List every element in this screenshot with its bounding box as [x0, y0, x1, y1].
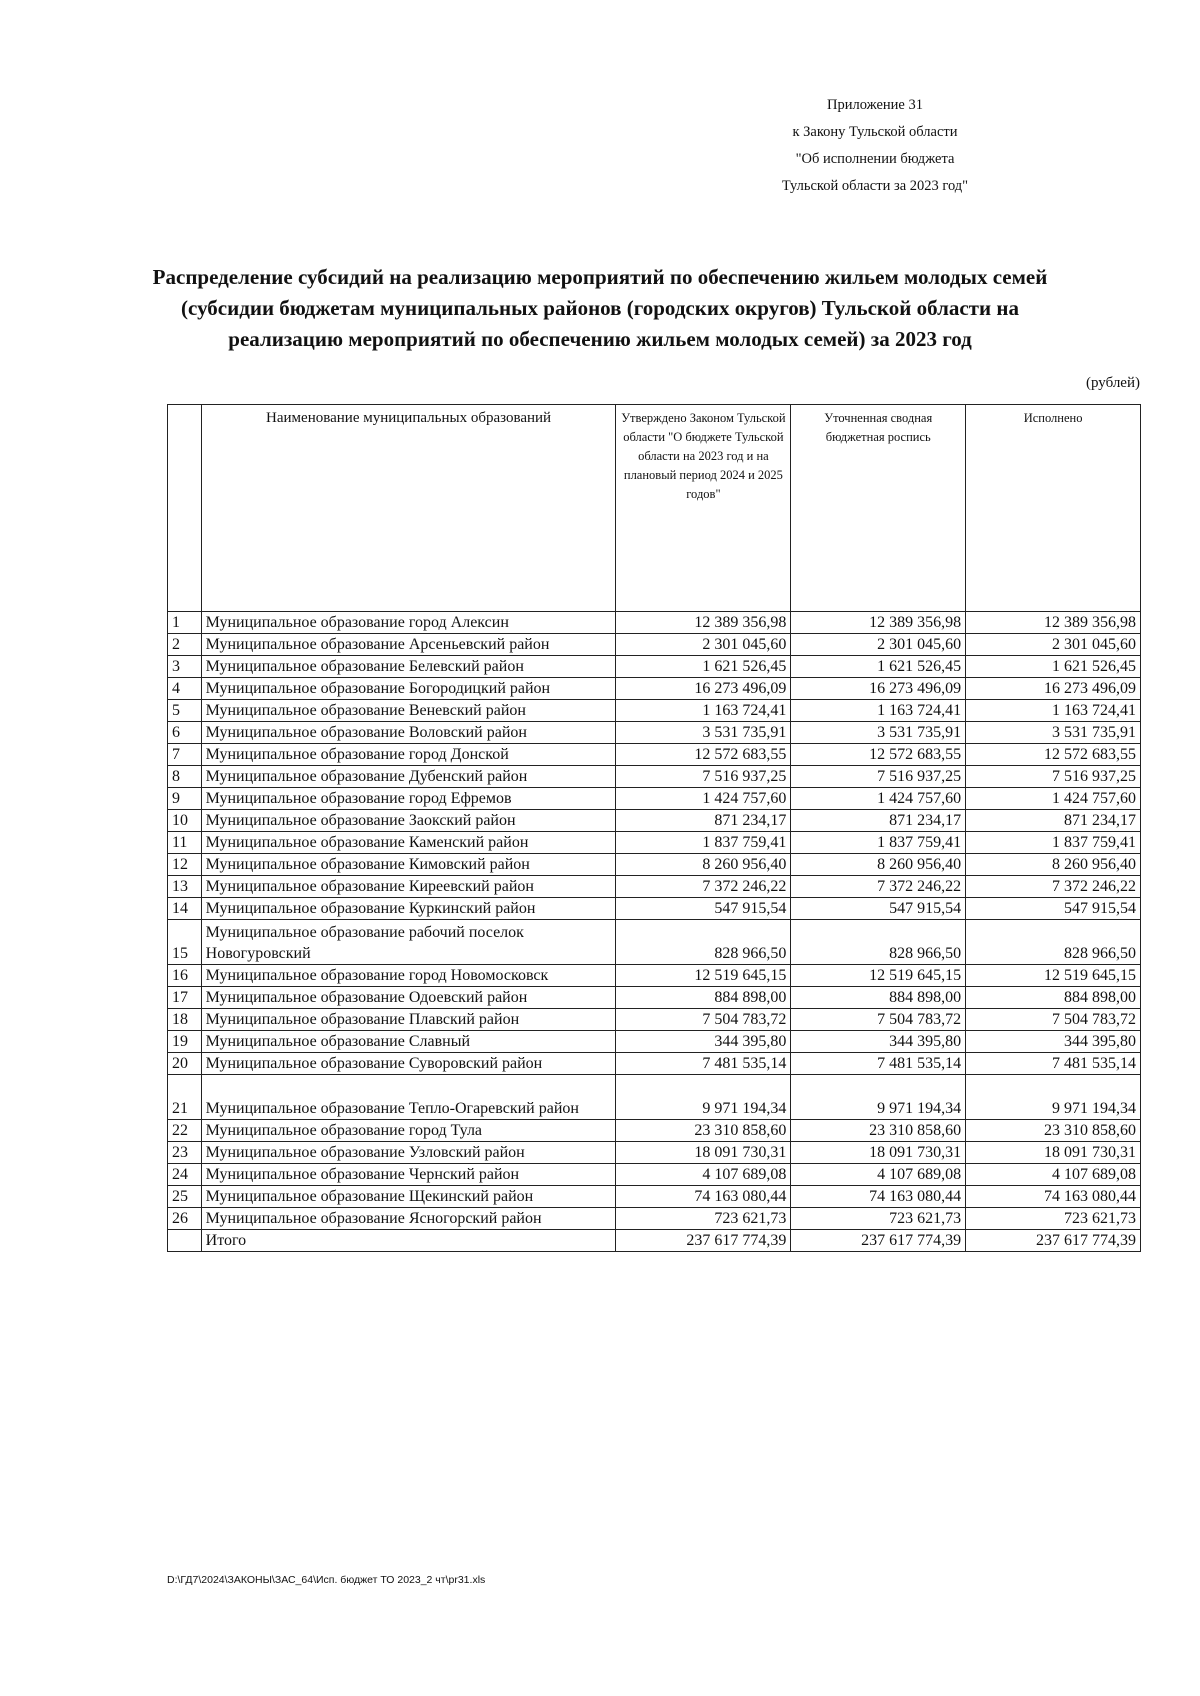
- cell-approved: 74 163 080,44: [616, 1186, 791, 1208]
- cell-approved: 1 163 724,41: [616, 700, 791, 722]
- table-row: [168, 1186, 1141, 1208]
- cell-refined: 12 572 683,55: [791, 744, 966, 766]
- header-refined: Уточненная сводная бюджетная роспись: [791, 405, 966, 612]
- cell-approved: 4 107 689,08: [616, 1164, 791, 1186]
- cell-approved: 9 971 194,34: [616, 1075, 791, 1120]
- table-row: [168, 1208, 1141, 1230]
- cell-executed: 7 504 783,72: [966, 1009, 1141, 1031]
- table-row: [168, 1009, 1141, 1031]
- cell-num: 5: [168, 700, 202, 722]
- cell-name: Муниципальное образование Богородицкий район: [201, 678, 616, 700]
- table-row: [168, 744, 1141, 766]
- cell-num: 1: [168, 612, 202, 634]
- cell-refined: 1 163 724,41: [791, 700, 966, 722]
- cell-num: 21: [168, 1075, 202, 1120]
- table-row: [168, 1053, 1141, 1075]
- cell-refined: 7 481 535,14: [791, 1053, 966, 1075]
- cell-refined: 18 091 730,31: [791, 1142, 966, 1164]
- cell-refined: 871 234,17: [791, 810, 966, 832]
- table-row: [168, 854, 1141, 876]
- cell-approved: 884 898,00: [616, 987, 791, 1009]
- subsidy-table: [167, 404, 1141, 1252]
- appendix-line: Приложение 31: [827, 97, 923, 113]
- cell-num: 3: [168, 656, 202, 678]
- document-title: Распределение субсидий на реализацию мероприятий по обеспечению жильем молодых семей (субсидии бюджетам муниципальных районов (городских округов) Тульской области на реализацию мероприятий по обеспечению жильем молодых семей) за 2023 год: [152, 265, 1048, 351]
- cell-executed: 23 310 858,60: [966, 1120, 1141, 1142]
- cell-name: Муниципальное образование Арсеньевский район: [201, 634, 616, 656]
- cell-name: Муниципальное образование Суворовский район: [201, 1053, 616, 1075]
- cell-approved: 12 572 683,55: [616, 744, 791, 766]
- header-executed: Исполнено: [966, 405, 1141, 612]
- table-row: [168, 987, 1141, 1009]
- cell-executed: 74 163 080,44: [966, 1186, 1141, 1208]
- appendix-note: [760, 92, 990, 200]
- cell-refined: 1 621 526,45: [791, 656, 966, 678]
- cell-refined: 828 966,50: [791, 920, 966, 965]
- cell-approved: 7 372 246,22: [616, 876, 791, 898]
- cell-refined: 344 395,80: [791, 1031, 966, 1053]
- cell-num: 18: [168, 1009, 202, 1031]
- cell-executed: 723 621,73: [966, 1208, 1141, 1230]
- cell-name: Муниципальное образование Киреевский район: [201, 876, 616, 898]
- cell-refined: 7 372 246,22: [791, 876, 966, 898]
- cell-executed: 8 260 956,40: [966, 854, 1141, 876]
- table-row: [168, 920, 1141, 965]
- header-num: [168, 405, 202, 612]
- table-row: [168, 656, 1141, 678]
- cell-executed: 237 617 774,39: [966, 1230, 1141, 1252]
- cell-name: Муниципальное образование Веневский район: [201, 700, 616, 722]
- cell-approved: 3 531 735,91: [616, 722, 791, 744]
- cell-executed: 884 898,00: [966, 987, 1141, 1009]
- appendix-line: к Закону Тульской области: [792, 124, 958, 140]
- cell-approved: 547 915,54: [616, 898, 791, 920]
- cell-name: Муниципальное образование Чернский район: [201, 1164, 616, 1186]
- table-header-row: [168, 405, 1141, 612]
- cell-executed: 16 273 496,09: [966, 678, 1141, 700]
- cell-num: 17: [168, 987, 202, 1009]
- total-row: [168, 1230, 1141, 1252]
- cell-executed: 9 971 194,34: [966, 1075, 1141, 1120]
- cell-num: 23: [168, 1142, 202, 1164]
- cell-approved: 16 273 496,09: [616, 678, 791, 700]
- cell-num: 20: [168, 1053, 202, 1075]
- cell-refined: 3 531 735,91: [791, 722, 966, 744]
- cell-num: 9: [168, 788, 202, 810]
- table-row: [168, 965, 1141, 987]
- cell-executed: 12 572 683,55: [966, 744, 1141, 766]
- cell-executed: 871 234,17: [966, 810, 1141, 832]
- cell-refined: 16 273 496,09: [791, 678, 966, 700]
- cell-approved: 1 424 757,60: [616, 788, 791, 810]
- table-row: [168, 810, 1141, 832]
- table-row: [168, 766, 1141, 788]
- cell-refined: 7 504 783,72: [791, 1009, 966, 1031]
- cell-num: 11: [168, 832, 202, 854]
- cell-name: Муниципальное образование Тепло-Огаревский район: [201, 1075, 616, 1120]
- cell-refined: 2 301 045,60: [791, 634, 966, 656]
- cell-num: 25: [168, 1186, 202, 1208]
- cell-executed: 18 091 730,31: [966, 1142, 1141, 1164]
- table-row: [168, 722, 1141, 744]
- table-row: [168, 1031, 1141, 1053]
- table-row: [168, 832, 1141, 854]
- cell-name: Муниципальное образование Щекинский район: [201, 1186, 616, 1208]
- cell-name: Муниципальное образование город Ефремов: [201, 788, 616, 810]
- cell-num: 16: [168, 965, 202, 987]
- cell-refined: 12 389 356,98: [791, 612, 966, 634]
- cell-num: 19: [168, 1031, 202, 1053]
- cell-num: 24: [168, 1164, 202, 1186]
- cell-approved: 7 504 783,72: [616, 1009, 791, 1031]
- table-row: [168, 1075, 1141, 1120]
- table-body: [168, 612, 1141, 1252]
- cell-executed: 7 516 937,25: [966, 766, 1141, 788]
- cell-name: Муниципальное образование Заокский район: [201, 810, 616, 832]
- cell-refined: 12 519 645,15: [791, 965, 966, 987]
- table-row: [168, 876, 1141, 898]
- cell-executed: 2 301 045,60: [966, 634, 1141, 656]
- cell-num: 2: [168, 634, 202, 656]
- cell-refined: 1 424 757,60: [791, 788, 966, 810]
- appendix-line: Тульской области за 2023 год": [781, 178, 969, 194]
- cell-name: Муниципальное образование Куркинский район: [201, 898, 616, 920]
- cell-name: Муниципальное образование Воловский район: [201, 722, 616, 744]
- cell-approved: 12 519 645,15: [616, 965, 791, 987]
- cell-name: Муниципальное образование Ясногорский район: [201, 1208, 616, 1230]
- cell-executed: 1 424 757,60: [966, 788, 1141, 810]
- cell-executed: 828 966,50: [966, 920, 1141, 965]
- table-row: [168, 1120, 1141, 1142]
- cell-name: Муниципальное образование Одоевский район: [201, 987, 616, 1009]
- cell-executed: 3 531 735,91: [966, 722, 1141, 744]
- table-row: [168, 678, 1141, 700]
- cell-num: 8: [168, 766, 202, 788]
- cell-num: 13: [168, 876, 202, 898]
- table-row: [168, 700, 1141, 722]
- cell-approved: 828 966,50: [616, 920, 791, 965]
- cell-approved: 723 621,73: [616, 1208, 791, 1230]
- header-name: Наименование муниципальных образований: [201, 405, 616, 612]
- cell-name: Муниципальное образование город Алексин: [201, 612, 616, 634]
- cell-name: Муниципальное образование Плавский район: [201, 1009, 616, 1031]
- cell-name: Муниципальное образование город Донской: [201, 744, 616, 766]
- cell-name: Муниципальное образование Дубенский район: [201, 766, 616, 788]
- cell-name: Муниципальное образование рабочий поселок Новогуровский: [201, 920, 616, 965]
- appendix-line: "Об исполнении бюджета: [795, 151, 955, 167]
- cell-name: Муниципальное образование город Тула: [201, 1120, 616, 1142]
- cell-name: Муниципальное образование Кимовский район: [201, 854, 616, 876]
- cell-executed: 7 372 246,22: [966, 876, 1141, 898]
- cell-refined: 7 516 937,25: [791, 766, 966, 788]
- cell-name: Муниципальное образование Каменский район: [201, 832, 616, 854]
- cell-num: 14: [168, 898, 202, 920]
- cell-refined: 23 310 858,60: [791, 1120, 966, 1142]
- table-row: [168, 1164, 1141, 1186]
- cell-refined: 4 107 689,08: [791, 1164, 966, 1186]
- cell-approved: 344 395,80: [616, 1031, 791, 1053]
- cell-executed: 1 621 526,45: [966, 656, 1141, 678]
- cell-name: Муниципальное образование Белевский район: [201, 656, 616, 678]
- file-path-footer: D:\ГД7\2024\ЗАКОНЫ\ЗАС_64\Исп. бюджет ТО 2023_2 чт\pr31.xls: [167, 1574, 486, 1586]
- header-approved: Утверждено Законом Тульской области "О бюджете Тульской области на 2023 год и на плановый период 2024 и 2025 годов": [616, 405, 791, 612]
- cell-approved: 23 310 858,60: [616, 1120, 791, 1142]
- cell-approved: 1 837 759,41: [616, 832, 791, 854]
- cell-name: Муниципальное образование Славный: [201, 1031, 616, 1053]
- cell-name: Муниципальное образование Узловский район: [201, 1142, 616, 1164]
- table-row: [168, 1142, 1141, 1164]
- cell-refined: 723 621,73: [791, 1208, 966, 1230]
- cell-approved: 8 260 956,40: [616, 854, 791, 876]
- cell-executed: 12 519 645,15: [966, 965, 1141, 987]
- cell-num: 15: [168, 920, 202, 965]
- cell-approved: 7 481 535,14: [616, 1053, 791, 1075]
- cell-executed: 1 837 759,41: [966, 832, 1141, 854]
- cell-refined: 547 915,54: [791, 898, 966, 920]
- cell-executed: 7 481 535,14: [966, 1053, 1141, 1075]
- cell-refined: 1 837 759,41: [791, 832, 966, 854]
- cell-refined: 9 971 194,34: [791, 1075, 966, 1120]
- cell-name: Итого: [201, 1230, 616, 1252]
- cell-approved: 18 091 730,31: [616, 1142, 791, 1164]
- cell-approved: 237 617 774,39: [616, 1230, 791, 1252]
- cell-approved: 2 301 045,60: [616, 634, 791, 656]
- cell-num: 6: [168, 722, 202, 744]
- table-row: [168, 634, 1141, 656]
- cell-refined: 237 617 774,39: [791, 1230, 966, 1252]
- table-row: [168, 898, 1141, 920]
- cell-approved: 1 621 526,45: [616, 656, 791, 678]
- cell-num: 26: [168, 1208, 202, 1230]
- cell-num: 12: [168, 854, 202, 876]
- table-row: [168, 788, 1141, 810]
- cell-refined: 8 260 956,40: [791, 854, 966, 876]
- cell-executed: 547 915,54: [966, 898, 1141, 920]
- cell-num: [168, 1230, 202, 1252]
- cell-num: 4: [168, 678, 202, 700]
- cell-approved: 871 234,17: [616, 810, 791, 832]
- cell-name: Муниципальное образование город Новомосковск: [201, 965, 616, 987]
- cell-executed: 4 107 689,08: [966, 1164, 1141, 1186]
- cell-executed: 12 389 356,98: [966, 612, 1141, 634]
- cell-refined: 884 898,00: [791, 987, 966, 1009]
- cell-refined: 74 163 080,44: [791, 1186, 966, 1208]
- cell-approved: 7 516 937,25: [616, 766, 791, 788]
- table-row: [168, 612, 1141, 634]
- cell-num: 10: [168, 810, 202, 832]
- cell-approved: 12 389 356,98: [616, 612, 791, 634]
- cell-num: 22: [168, 1120, 202, 1142]
- cell-executed: 1 163 724,41: [966, 700, 1141, 722]
- cell-num: 7: [168, 744, 202, 766]
- units-label: (рублей): [1085, 375, 1140, 391]
- cell-executed: 344 395,80: [966, 1031, 1141, 1053]
